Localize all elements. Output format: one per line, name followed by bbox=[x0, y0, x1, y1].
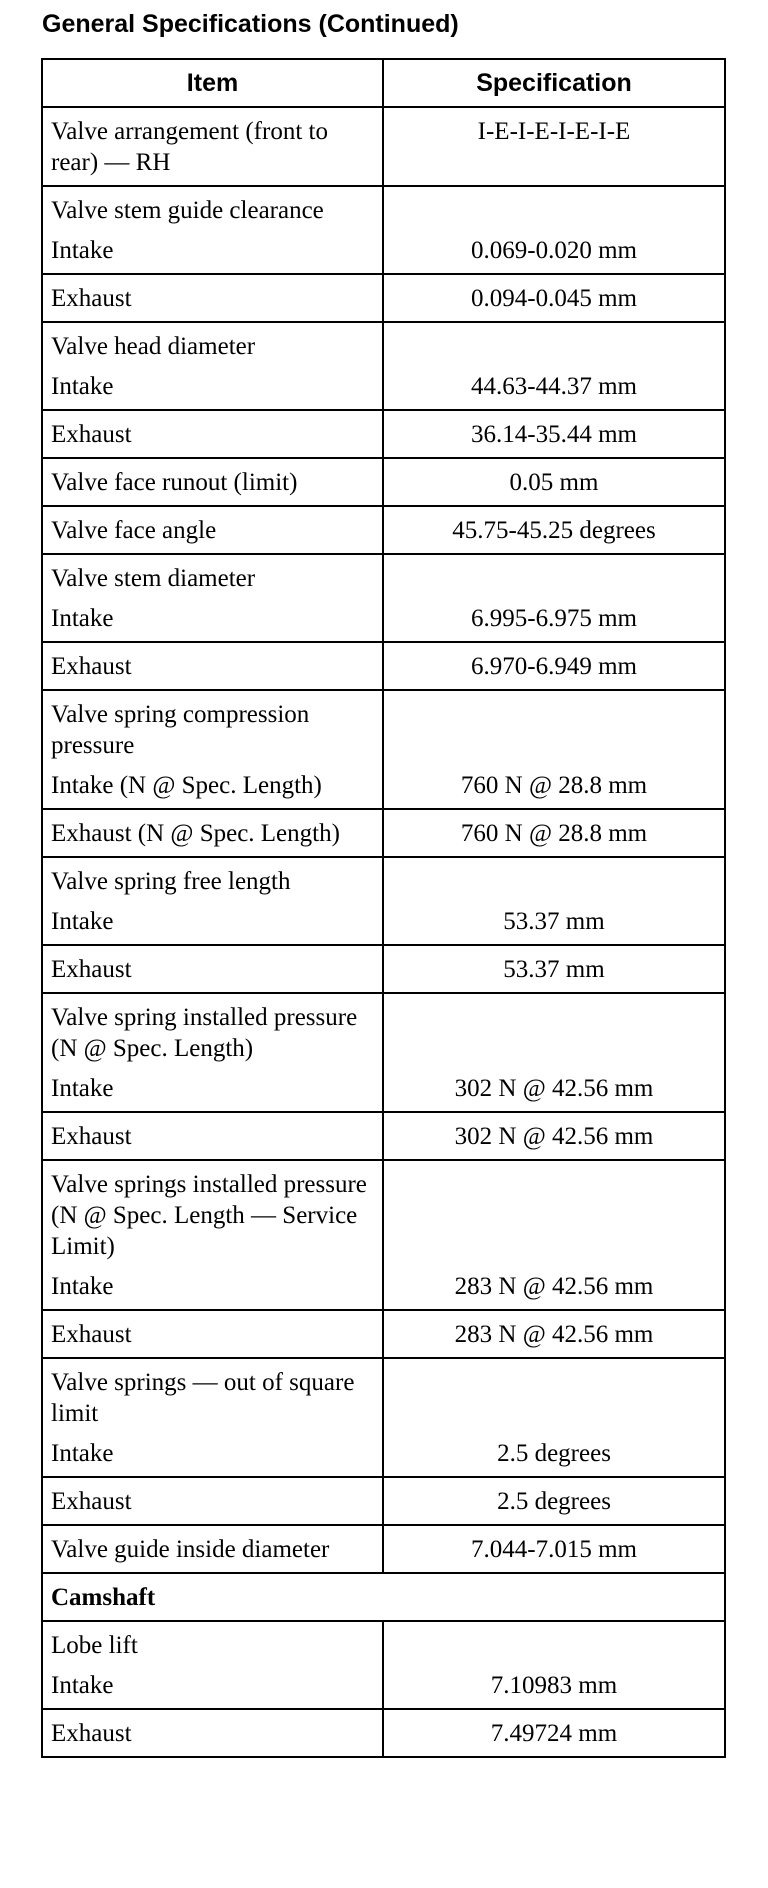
specification-cell bbox=[383, 857, 725, 897]
table-row bbox=[42, 458, 725, 506]
item-cell: Intake bbox=[42, 1262, 383, 1310]
column-header-item: Item bbox=[42, 59, 383, 107]
specification-cell: I-E-I-E-I-E-I-E bbox=[383, 107, 725, 186]
item-cell: Exhaust bbox=[42, 945, 383, 993]
table-row bbox=[42, 897, 725, 945]
table-row bbox=[42, 226, 725, 274]
item-cell: Exhaust (N @ Spec. Length) bbox=[42, 809, 383, 857]
item-cell: Valve springs installed pressure (N @ Spec. Length — Service Limit) bbox=[42, 1160, 383, 1262]
item-cell: Intake bbox=[42, 226, 383, 274]
table-row bbox=[42, 1358, 725, 1429]
item-cell: Exhaust bbox=[42, 1709, 383, 1757]
specification-cell: 283 N @ 42.56 mm bbox=[383, 1262, 725, 1310]
table-row bbox=[42, 1429, 725, 1477]
table-row bbox=[42, 506, 725, 554]
specification-cell bbox=[383, 1358, 725, 1429]
table-row bbox=[42, 1709, 725, 1757]
item-cell: Valve face angle bbox=[42, 506, 383, 554]
table-row bbox=[42, 186, 725, 226]
table-row bbox=[42, 857, 725, 897]
item-cell: Valve stem diameter bbox=[42, 554, 383, 594]
specification-cell bbox=[383, 1621, 725, 1661]
item-cell: Valve head diameter bbox=[42, 322, 383, 362]
specification-cell: 7.10983 mm bbox=[383, 1661, 725, 1709]
section-row bbox=[42, 1573, 725, 1621]
page-title: General Specifications (Continued) bbox=[42, 10, 459, 38]
item-cell: Exhaust bbox=[42, 1310, 383, 1358]
table-header-row bbox=[42, 59, 725, 107]
specification-cell bbox=[383, 554, 725, 594]
specifications-table bbox=[41, 58, 726, 1758]
table-row bbox=[42, 809, 725, 857]
item-cell: Valve guide inside diameter bbox=[42, 1525, 383, 1573]
specification-cell: 760 N @ 28.8 mm bbox=[383, 809, 725, 857]
table-row bbox=[42, 410, 725, 458]
specification-cell: 7.044-7.015 mm bbox=[383, 1525, 725, 1573]
table-body bbox=[42, 107, 725, 1757]
table-row bbox=[42, 594, 725, 642]
specification-cell: 6.970-6.949 mm bbox=[383, 642, 725, 690]
specification-cell: 53.37 mm bbox=[383, 897, 725, 945]
specification-cell: 283 N @ 42.56 mm bbox=[383, 1310, 725, 1358]
table-row bbox=[42, 761, 725, 809]
column-header-specification: Specification bbox=[383, 59, 725, 107]
item-cell: Intake (N @ Spec. Length) bbox=[42, 761, 383, 809]
item-cell: Exhaust bbox=[42, 1112, 383, 1160]
item-cell: Exhaust bbox=[42, 642, 383, 690]
item-cell: Intake bbox=[42, 594, 383, 642]
table-row bbox=[42, 1160, 725, 1262]
specification-cell: 302 N @ 42.56 mm bbox=[383, 1064, 725, 1112]
item-cell: Intake bbox=[42, 1661, 383, 1709]
specification-cell: 7.49724 mm bbox=[383, 1709, 725, 1757]
table-row bbox=[42, 107, 725, 186]
table-row bbox=[42, 690, 725, 761]
specification-cell: 53.37 mm bbox=[383, 945, 725, 993]
item-cell: Intake bbox=[42, 897, 383, 945]
table-row bbox=[42, 1064, 725, 1112]
table-row bbox=[42, 1621, 725, 1661]
item-cell: Intake bbox=[42, 1064, 383, 1112]
specification-cell: 36.14-35.44 mm bbox=[383, 410, 725, 458]
table-row bbox=[42, 642, 725, 690]
table-row bbox=[42, 1112, 725, 1160]
specification-cell: 0.069-0.020 mm bbox=[383, 226, 725, 274]
specification-cell: 2.5 degrees bbox=[383, 1477, 725, 1525]
item-cell: Valve spring free length bbox=[42, 857, 383, 897]
table-row bbox=[42, 322, 725, 362]
item-cell: Valve spring installed pressure (N @ Spec. Length) bbox=[42, 993, 383, 1064]
specification-cell bbox=[383, 1160, 725, 1262]
specification-cell bbox=[383, 186, 725, 226]
specification-cell: 0.094-0.045 mm bbox=[383, 274, 725, 322]
specification-cell: 2.5 degrees bbox=[383, 1429, 725, 1477]
item-cell: Intake bbox=[42, 1429, 383, 1477]
item-cell: Exhaust bbox=[42, 410, 383, 458]
specification-cell: 760 N @ 28.8 mm bbox=[383, 761, 725, 809]
specification-cell: 45.75-45.25 degrees bbox=[383, 506, 725, 554]
table-row bbox=[42, 1262, 725, 1310]
table-row bbox=[42, 554, 725, 594]
item-cell: Valve stem guide clearance bbox=[42, 186, 383, 226]
table-row bbox=[42, 993, 725, 1064]
item-cell: Valve face runout (limit) bbox=[42, 458, 383, 506]
item-cell: Lobe lift bbox=[42, 1621, 383, 1661]
specification-cell bbox=[383, 690, 725, 761]
specification-cell bbox=[383, 993, 725, 1064]
specification-cell: 302 N @ 42.56 mm bbox=[383, 1112, 725, 1160]
table-row bbox=[42, 945, 725, 993]
specification-cell bbox=[383, 322, 725, 362]
item-cell: Valve springs — out of square limit bbox=[42, 1358, 383, 1429]
specification-cell: 0.05 mm bbox=[383, 458, 725, 506]
table-row bbox=[42, 1477, 725, 1525]
section-heading: Camshaft bbox=[42, 1573, 725, 1621]
item-cell: Exhaust bbox=[42, 1477, 383, 1525]
table-row bbox=[42, 362, 725, 410]
item-cell: Intake bbox=[42, 362, 383, 410]
specification-cell: 44.63-44.37 mm bbox=[383, 362, 725, 410]
table-row bbox=[42, 274, 725, 322]
table-row bbox=[42, 1310, 725, 1358]
item-cell: Exhaust bbox=[42, 274, 383, 322]
item-cell: Valve spring compression pressure bbox=[42, 690, 383, 761]
table-row bbox=[42, 1661, 725, 1709]
item-cell: Valve arrangement (front to rear) — RH bbox=[42, 107, 383, 186]
table-row bbox=[42, 1525, 725, 1573]
specification-cell: 6.995-6.975 mm bbox=[383, 594, 725, 642]
